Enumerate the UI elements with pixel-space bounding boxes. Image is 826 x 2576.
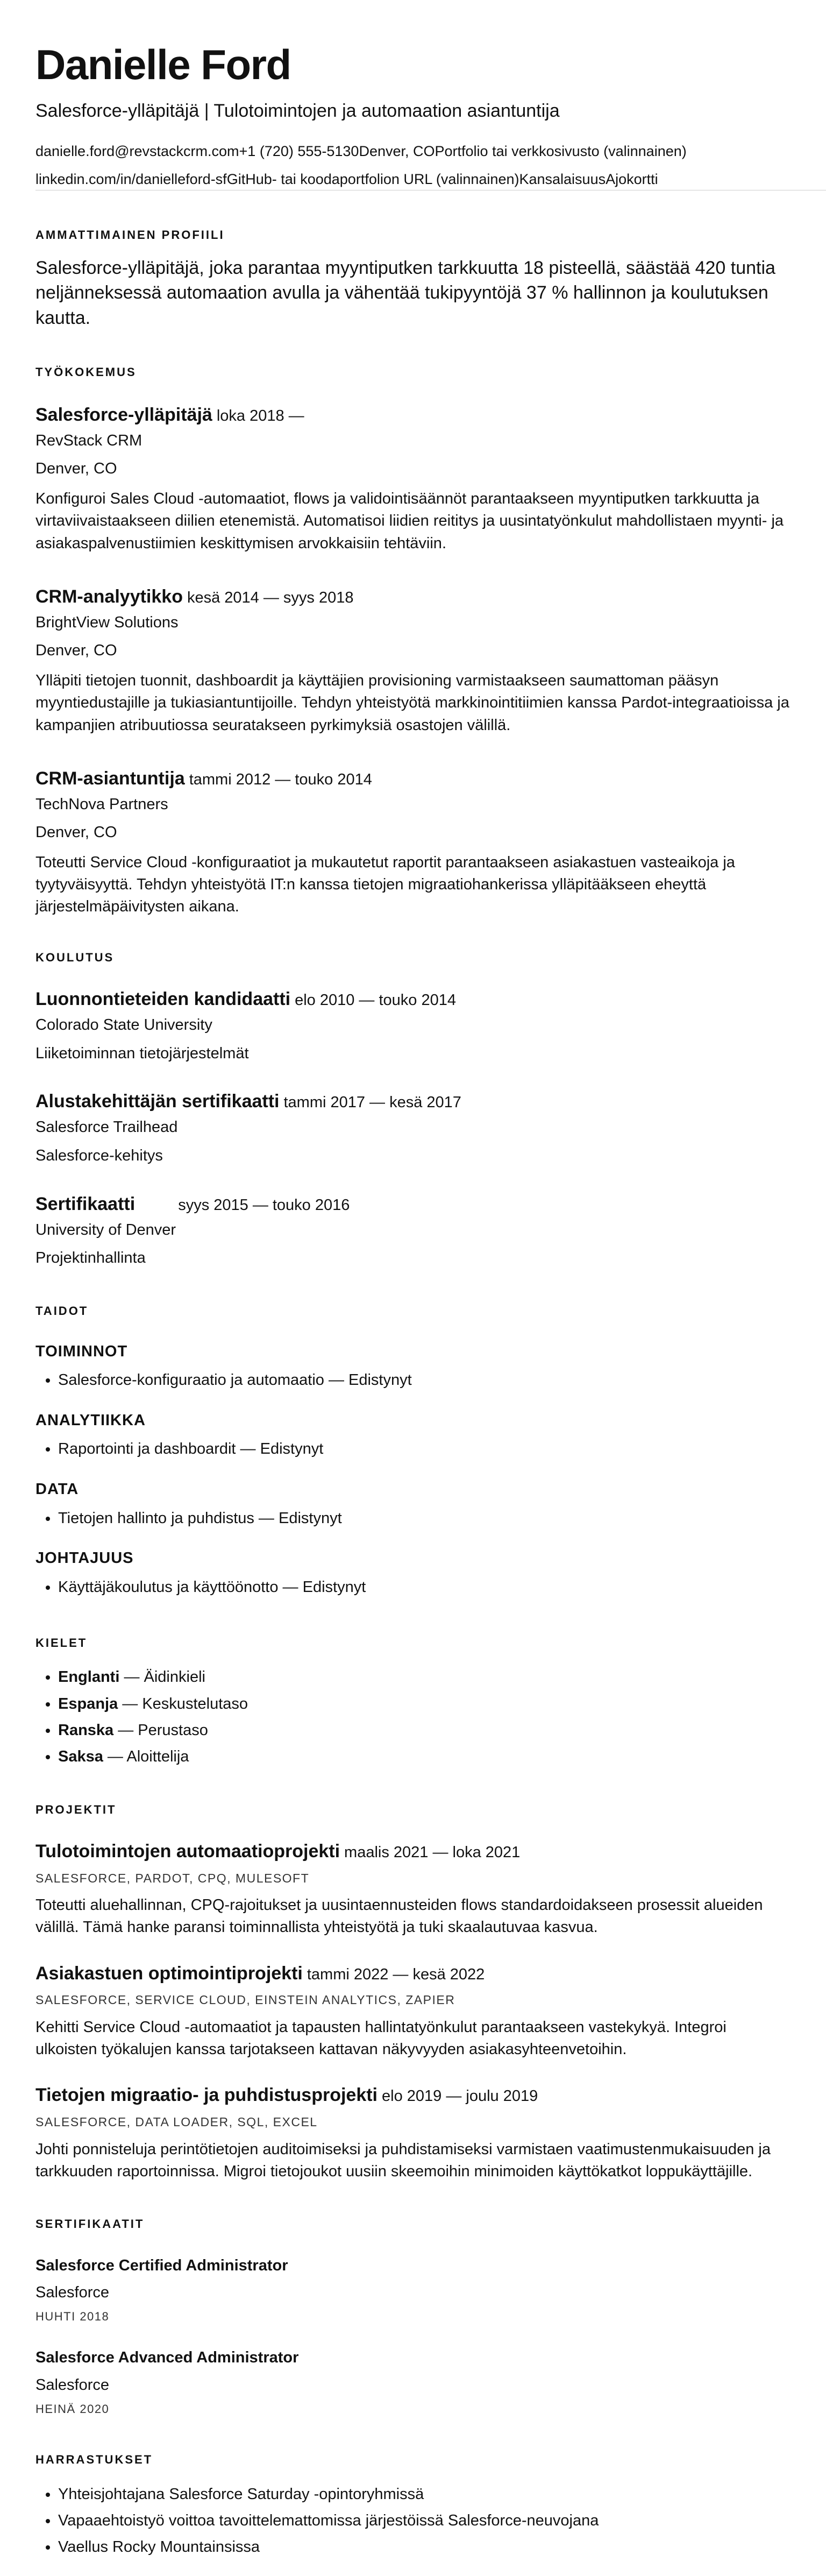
section-title-hobbies: HARRASTUKSET bbox=[35, 2453, 153, 2467]
certification-entry bbox=[35, 2348, 791, 2416]
job-title: CRM-analyytikko bbox=[35, 586, 183, 607]
job-entry bbox=[35, 404, 791, 555]
email-link[interactable]: danielle.ford@revstackcrm.com bbox=[35, 143, 239, 159]
language-level: — Perustaso bbox=[118, 1721, 208, 1739]
language-level: — Keskustelutaso bbox=[122, 1695, 248, 1712]
project-description: Kehitti Service Cloud -automaatiot ja tapausten hallintatyönkulut parantaakseen vastekykyä. Integroi ulkoisten työkalujen kanssa tarjotakseen kattavan näkyvyyden asiakasyhteenvetoihin. bbox=[35, 2019, 727, 2058]
section-title-experience: TYÖKOKEMUS bbox=[35, 365, 137, 379]
skill-item: • Salesforce-konfiguraatio ja automaatio — Edistynyt bbox=[58, 1367, 791, 1393]
drivers-license: Ajokortti bbox=[606, 171, 658, 187]
contact-line bbox=[35, 143, 791, 160]
section-title-profile: AMMATTIMAINEN PROFIILI bbox=[35, 228, 225, 242]
certifications-section bbox=[35, 2217, 791, 2416]
language-item bbox=[58, 1744, 791, 1770]
certification-name: Salesforce Advanced Administrator bbox=[35, 2349, 299, 2367]
job-title: Salesforce-ylläpitäjä bbox=[35, 404, 212, 425]
headline: Salesforce-ylläpitäjä | Tulotoimintojen ja automaation asiantuntija bbox=[35, 100, 560, 121]
job-location: Denver, CO bbox=[35, 460, 117, 478]
job-company: TechNova Partners bbox=[35, 795, 168, 813]
school-name: Colorado State University bbox=[35, 1016, 212, 1034]
skills-section bbox=[35, 1304, 791, 1601]
job-company: RevStack CRM bbox=[35, 431, 143, 449]
hobby-item: • Yhteisjohtajana Salesforce Saturday -opintoryhmissä bbox=[58, 2481, 791, 2508]
job-location: Denver, CO bbox=[35, 642, 117, 660]
citizenship: Kansalaisuus bbox=[519, 171, 606, 187]
project-title: Tietojen migraatio- ja puhdistusprojekti bbox=[35, 2085, 378, 2106]
field-of-study: Projektinhallinta bbox=[35, 1249, 146, 1267]
skill-group bbox=[35, 1411, 791, 1463]
project-description: Johti ponnisteluja perintötietojen auditoimiseksi ja puhdistamiseksi varmistaen vaatimustenmukaisuuden ja tarkkuuden raportoinnissa. Migroi tietojoukot uusiin skeemoihin minimoiden käyttökatkot loppukäyttäjille. bbox=[35, 2140, 771, 2180]
education-dates: syys 2015 — touko 2016 bbox=[178, 1196, 350, 1214]
skill-group-title: DATA bbox=[35, 1480, 79, 1498]
skill-group-title: JOHTAJUUS bbox=[35, 1549, 134, 1567]
language-item bbox=[58, 1664, 791, 1690]
project-dates: tammi 2022 — kesä 2022 bbox=[307, 1965, 485, 1983]
skill-group bbox=[35, 1342, 791, 1394]
hobby-item: • Vapaaehtoistyö voittoa tavoittelemattomissa järjestöissä Salesforce-neuvojana bbox=[58, 2508, 791, 2534]
project-entry bbox=[35, 1841, 791, 1939]
experience-section bbox=[35, 365, 791, 918]
job-description: Konfiguroi Sales Cloud -automaatiot, flows ja validointisäännöt parantaakseen myyntiputken tarkkuutta ja virtaviivaistaakseen diilien etenemistä. Automatisoi liidien reititys ja uusintatyönkulut mahdollistaen myynti- ja asiakaspalvenustiimien keskittymisen arvokkaisiin tehtäviin. bbox=[35, 490, 784, 552]
project-entry bbox=[35, 1963, 791, 2061]
section-title-skills: TAIDOT bbox=[35, 1304, 89, 1318]
job-description: Ylläpiti tietojen tuonnit, dashboardit ja käyttäjien provisioning varmistaakseen saumattoman pääsyn myyntiedustajille ja tukiasiantuntijoille. Tehdyn yhteistyötä markkinointitiimien kanssa Pardot-integraatioissa ja kampanjien atribuutiossa seuratakseen pyrkimyksiä osastojen välillä. bbox=[35, 672, 789, 734]
job-description: Toteutti Service Cloud -konfiguraatiot ja mukautetut raportit parantaakseen asiakastuen vasteaikoja ja tyytyväisyyttä. Tehdyn yhteistyötä IT:n kanssa tietojen migraatiohankerissa ylläpitääkseen eheyttä järjestelmäpäivitysten aikana. bbox=[35, 854, 735, 916]
certification-issuer: Salesforce bbox=[35, 2284, 110, 2302]
section-title-education: KOULUTUS bbox=[35, 950, 115, 964]
profile-summary: Salesforce-ylläpitäjä, joka parantaa myyntiputken tarkkuutta 18 pisteellä, säästää 420 tuntia neljänneksessä automaation avulla ja vähentää tukipyyntöjä 37 % hallinnon ja koulutuksen kautta. bbox=[35, 257, 775, 328]
job-dates: kesä 2014 — syys 2018 bbox=[187, 589, 354, 606]
degree-title: Sertifikaatti bbox=[35, 1193, 136, 1214]
skill-group bbox=[35, 1549, 791, 1601]
project-description: Toteutti aluehallinnan, CPQ-rajoitukset ja uusintaennusteiden flows standardoidakseen prosessit alueiden välillä. Tämä hanke paransi toiminnallista yhteistyötä ja tuki skaalautuvaa kasvua. bbox=[35, 1896, 763, 1936]
section-title-certifications: SERTIFIKAATIT bbox=[35, 2217, 145, 2231]
project-dates: maalis 2021 — loka 2021 bbox=[344, 1843, 521, 1861]
location: Denver, CO bbox=[359, 143, 435, 159]
language-name: Englanti bbox=[58, 1668, 120, 1686]
hobby-item: • Vaellus Rocky Mountainsissa bbox=[58, 2534, 791, 2560]
certification-issuer: Salesforce bbox=[35, 2376, 110, 2394]
education-dates: elo 2010 — touko 2014 bbox=[295, 992, 457, 1009]
portfolio-link[interactable]: Portfolio tai verkkosivusto (valinnainen) bbox=[435, 143, 687, 159]
certification-date: HEINÄ 2020 bbox=[35, 2402, 110, 2416]
candidate-name: Danielle Ford bbox=[35, 41, 291, 88]
education-entry bbox=[35, 988, 791, 1063]
job-location: Denver, CO bbox=[35, 824, 117, 841]
language-item bbox=[58, 1717, 791, 1744]
github-link[interactable]: GitHub- tai koodaportfolion URL (valinnainen) bbox=[226, 171, 519, 187]
job-dates: loka 2018 — bbox=[216, 407, 304, 424]
degree-title: Alustakehittäjän sertifikaatti bbox=[35, 1091, 280, 1112]
field-of-study: Salesforce-kehitys bbox=[35, 1147, 163, 1164]
project-tags: SALESFORCE, SERVICE CLOUD, EINSTEIN ANALYTICS, ZAPIER bbox=[35, 1993, 455, 2007]
language-name: Ranska bbox=[58, 1721, 114, 1739]
language-item bbox=[58, 1691, 791, 1717]
certification-date: HUHTI 2018 bbox=[35, 2310, 110, 2324]
language-name: Saksa bbox=[58, 1748, 103, 1766]
skill-group bbox=[35, 1480, 791, 1532]
school-name: University of Denver bbox=[35, 1221, 176, 1239]
skill-item: • Raportointi ja dashboardit — Edistynyt bbox=[58, 1436, 791, 1462]
degree-title: Luonnontieteiden kandidaatti bbox=[35, 989, 291, 1009]
job-dates: tammi 2012 — touko 2014 bbox=[189, 770, 372, 788]
linkedin-link[interactable]: linkedin.com/in/danielleford-sf bbox=[35, 171, 227, 187]
skill-group-title: TOIMINNOT bbox=[35, 1342, 128, 1360]
school-name: Salesforce Trailhead bbox=[35, 1119, 178, 1136]
skill-item: • Tietojen hallinto ja puhdistus — Edistynyt bbox=[58, 1505, 791, 1532]
education-section bbox=[35, 951, 791, 1268]
project-title: Tulotoimintojen automaatioprojekti bbox=[35, 1841, 340, 1862]
section-title-projects: PROJEKTIT bbox=[35, 1802, 117, 1816]
field-of-study: Liiketoiminnan tietojärjestelmät bbox=[35, 1044, 249, 1062]
project-tags: SALESFORCE, DATA LOADER, SQL, EXCEL bbox=[35, 2115, 318, 2129]
project-tags: SALESFORCE, PARDOT, CPQ, MULESOFT bbox=[35, 1871, 310, 1885]
language-name: Espanja bbox=[58, 1695, 118, 1712]
education-entry bbox=[35, 1091, 791, 1165]
project-dates: elo 2019 — joulu 2019 bbox=[382, 2087, 538, 2105]
project-title: Asiakastuen optimointiprojekti bbox=[35, 1963, 303, 1984]
certification-name: Salesforce Certified Administrator bbox=[35, 2256, 288, 2274]
phone-number: +1 (720) 555-5130 bbox=[239, 143, 359, 159]
languages-section bbox=[35, 1636, 791, 1771]
language-level: — Aloittelija bbox=[107, 1748, 189, 1766]
job-company: BrightView Solutions bbox=[35, 613, 179, 631]
job-entry bbox=[35, 586, 791, 737]
profile-section bbox=[35, 228, 791, 330]
skill-group-title: ANALYTIIKKA bbox=[35, 1411, 146, 1429]
language-level: — Äidinkieli bbox=[124, 1668, 205, 1686]
project-entry bbox=[35, 2084, 791, 2183]
projects-section bbox=[35, 1803, 791, 2183]
section-title-languages: KIELET bbox=[35, 1636, 88, 1650]
job-entry bbox=[35, 768, 791, 918]
education-entry bbox=[35, 1193, 791, 1268]
job-title: CRM-asiantuntija bbox=[35, 768, 185, 789]
contact-line-2 bbox=[35, 171, 826, 190]
skill-item: • Käyttäjäkoulutus ja käyttöönotto — Edistynyt bbox=[58, 1574, 791, 1601]
hobbies-section bbox=[35, 2453, 791, 2560]
certification-entry bbox=[35, 2256, 791, 2324]
education-dates: tammi 2017 — kesä 2017 bbox=[283, 1094, 461, 1112]
